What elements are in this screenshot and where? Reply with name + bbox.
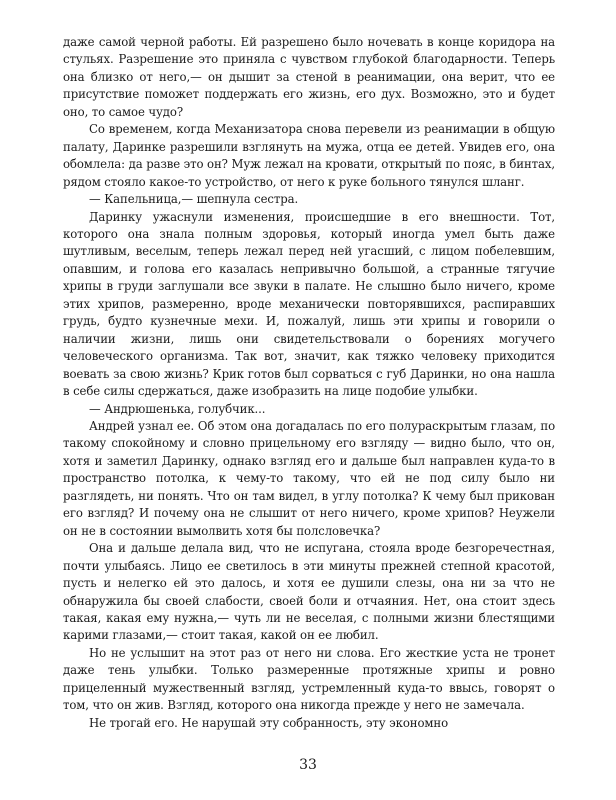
paragraph-6: Андрей узнал ее. Об этом она догадалась по его полураскрытым глазам, по такому спокойному и словно прицельному его взгляду — видно было, что он, хотя и заметил Даринку, однако взгляд его и дальше был направлен куда-то в пространство потолка, к чему-то такому, что ей не под силу было ни разглядеть, ни понять. Что он там видел, в углу потолка? К чему был прикован его взгляд? И почему она не слышит от него ничего, кроме хрипов? Неужели он не в состоянии вымолвить хотя бы полсловечка?: [63, 418, 555, 538]
paragraph-9: Не трогай его. Не нарушай эту собранность, эту экономно: [89, 715, 449, 730]
page-number: 33: [299, 757, 317, 773]
paragraph-8: Но не услышит на этот раз от него ни слова. Его жесткие уста не тронет даже тень улыбки. Только размеренные протяжные хрипы и ровно прицеленный мужественный взгляд, устремленный куда-то ввысь, говорят о том, что он жив. Взгляд, которого она никогда прежде у него не замечала.: [63, 645, 555, 713]
paragraph-1: даже самой черной работы. Ей разрешено было ночевать в конце коридора на стульях. Разрешение это приняла с чувством глубокой благодарности. Теперь она близко от него,— он дышит за стеной в реанимации, она верит, что ее присутствие поможет поддержать его жизнь, его дух. Возможно, это и будет оно, то самое чудо?: [63, 35, 555, 119]
paragraph-5: — Андрюшенька, голубчик...: [89, 401, 266, 416]
paragraph-4: Даринку ужаснули изменения, происшедшие в его внешности. Тот, которого она знала полным здоровья, который иногда умел быть даже шутливым, веселым, теперь лежал перед ней угасший, с лицом побелевшим, опавшим, и голова его казалась непривычно большой, а странные тягучие хрипы в груди заглушали все звуки в палате. Не слышно было ничего, кроме этих хрипов, размеренно, вроде механически повторявшихся, распиравших грудь, будто кузнечные мехи. И, пожалуй, лишь эти хрипы и говорили о наличии жизни, лишь они свидетельствовали о борениях могучего человеческого организма. Так вот, значит, как тяжко человеку приходится воевать за свою жизнь? Крик готов был сорваться с губ Даринки, но она нашла в себе силы сдержаться, даже изобразить на лице подобие улыбки.: [63, 209, 555, 399]
paragraph-2: Со временем, когда Механизатора снова перевели из реанимации в общую палату, Даринке разрешили взглянуть на мужа, отца ее детей. Увидев его, она обомлела: да разве это он? Муж лежал на кровати, открытый по пояс, в бинтах, рядом стояло какое-то устройство, от него к руке больного тянулся шланг.: [63, 122, 555, 189]
paragraph-7: Она и дальше делала вид, что не испугана, стояла вроде безгоречестная, почти улыбаясь. Лицо ее светилось в эти минуты прежней степной красотой, пусть и нелегко ей это далось, и хотя ее душили слезы, она ни за что не обнаружила бы своей слабости, своей боли и отчаяния. Нет, она стоит здесь такая, какая ему нужна,— чуть ли не веселая, с полными жизни блестящими карими глазами,— стоит такая, какой он ее любил.: [63, 541, 555, 643]
page-body: [63, 34, 555, 732]
paragraph-3: — Капельница,— шепнула сестра.: [89, 192, 299, 207]
